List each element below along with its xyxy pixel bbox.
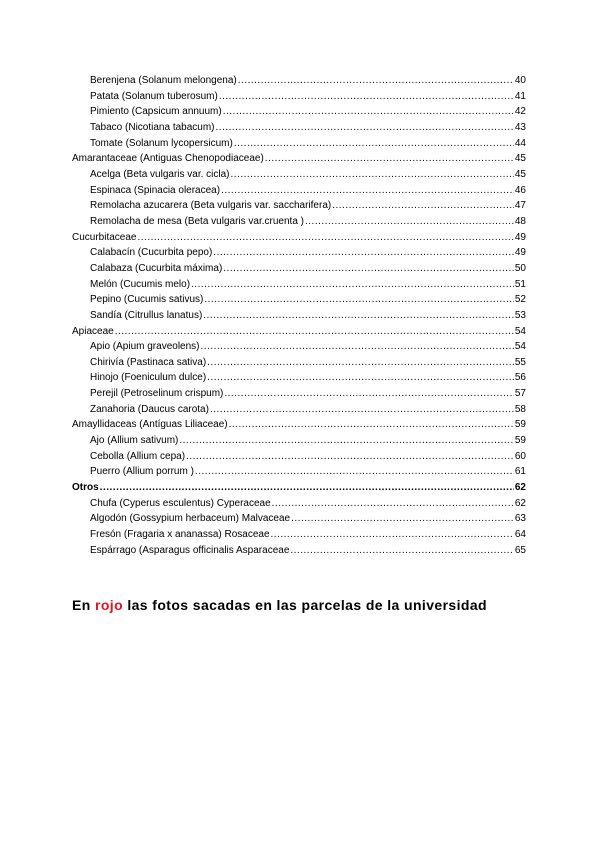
toc-page-number: 55 [514, 356, 526, 368]
toc-entry[interactable] [72, 214, 526, 230]
toc-entry[interactable] [72, 527, 526, 543]
toc-page-number: 49 [514, 247, 526, 259]
toc-page-number: 45 [514, 153, 526, 165]
toc-entry-label: Patata (Solanum tuberosum) [90, 90, 218, 102]
toc-entry-label: Acelga (Beta vulgaris var. cicla) [90, 168, 230, 180]
toc-page-number: 59 [514, 419, 526, 431]
toc-dot-leader [201, 339, 514, 355]
toc-entry-label: Espárrago (Asparagus officinalis Asparaceae [90, 544, 290, 556]
toc-section[interactable] [72, 230, 526, 246]
toc-dot-leader [179, 433, 514, 449]
toc-dot-leader [272, 496, 514, 512]
note-highlight: rojo [94, 597, 124, 613]
toc-dot-leader [271, 527, 514, 543]
toc-page-number: 56 [514, 372, 526, 384]
toc-entry[interactable] [72, 464, 526, 480]
toc-page-number: 62 [514, 497, 526, 509]
toc-entry-label: Zanahoria (Daucus carota) [90, 403, 209, 415]
toc-page-number: 57 [514, 388, 526, 400]
toc-dot-leader [234, 136, 514, 152]
toc-entry-label: Sandía (Citrullus lanatus) [90, 309, 203, 321]
toc-entry-label: Puerro (Allium porrum ) [90, 466, 194, 478]
toc-entry-label: Chufa (Cyperus esculentus) Cyperaceae [90, 497, 271, 509]
toc-dot-leader [115, 324, 514, 340]
toc-entry[interactable] [72, 511, 526, 527]
toc-entry[interactable] [72, 292, 526, 308]
toc-entry[interactable] [72, 136, 526, 152]
toc-section[interactable] [72, 480, 526, 496]
toc-page-number: 54 [514, 341, 526, 353]
toc-entry-label: Tomate (Solanum lycopersicum) [90, 137, 233, 149]
toc-page-number: 53 [514, 309, 526, 321]
toc-entry-label: Pimiento (Capsicum annuum) [90, 106, 222, 118]
toc-entry[interactable] [72, 339, 526, 355]
toc-entry-label: Apio (Apium graveolens) [90, 341, 200, 353]
toc-entry-label: Ajo (Allium sativum) [90, 435, 179, 447]
toc-entry[interactable] [72, 449, 526, 465]
toc-entry[interactable] [72, 308, 526, 324]
toc-page-number: 48 [514, 215, 526, 227]
toc-entry[interactable] [72, 104, 526, 120]
toc-page-number: 51 [514, 278, 526, 290]
toc-dot-leader [137, 230, 513, 246]
toc-page-number: 46 [514, 184, 526, 196]
toc-dot-leader [229, 417, 514, 433]
toc-entry-label: Amayllidaceas (Antíguas Liliaceae) [72, 419, 228, 431]
toc-dot-leader [207, 355, 514, 371]
toc-entry[interactable] [72, 120, 526, 136]
toc-page-number: 47 [514, 200, 526, 212]
toc-dot-leader [223, 261, 514, 277]
toc-entry-label: Cebolla (Allium cepa) [90, 450, 186, 462]
toc-dot-leader [100, 480, 514, 496]
toc-dot-leader [191, 277, 514, 293]
toc-entry-label: Espinaca (Spinacia oleracea) [90, 184, 221, 196]
toc-entry[interactable] [72, 355, 526, 371]
toc-entry[interactable] [72, 198, 526, 214]
toc-section[interactable] [72, 151, 526, 167]
toc-entry[interactable] [72, 543, 526, 559]
toc-dot-leader [332, 198, 514, 214]
toc-entry[interactable] [72, 183, 526, 199]
toc-entry[interactable] [72, 433, 526, 449]
toc-page-number: 49 [514, 231, 526, 243]
toc-dot-leader [207, 370, 514, 386]
toc-entry-label: Algodón (Gossypium herbaceum) Malvaceae [90, 513, 291, 525]
toc-entry[interactable] [72, 277, 526, 293]
toc-page-number: 64 [514, 529, 526, 541]
toc-page-number: 52 [514, 294, 526, 306]
toc-entry[interactable] [72, 386, 526, 402]
toc-entry-label: Berenjena (Solanum melongena) [90, 75, 237, 86]
toc-entry[interactable] [72, 167, 526, 183]
toc-dot-leader [265, 151, 514, 167]
toc-page-number: 40 [514, 75, 526, 86]
toc-dot-leader [224, 386, 514, 402]
toc-page-number: 63 [514, 513, 526, 525]
toc-entry-label: Otros [72, 482, 99, 494]
toc-page-number: 45 [514, 168, 526, 180]
toc-entry-label: Pepino (Cucumis sativus) [90, 294, 204, 306]
toc-dot-leader [210, 402, 514, 418]
toc-entry[interactable] [72, 73, 526, 89]
toc-entry[interactable] [72, 89, 526, 105]
toc-dot-leader [238, 73, 514, 89]
toc-page-number: 44 [514, 137, 526, 149]
toc-page-number: 50 [514, 262, 526, 274]
toc-entry-label: Remolacha de mesa (Beta vulgaris var.cruenta ) [90, 215, 304, 227]
toc-entry-label: Calabaza (Cucurbita máxima) [90, 262, 223, 274]
toc-page-number: 62 [514, 482, 526, 494]
toc-page-number: 41 [514, 90, 526, 102]
toc-entry-label: Fresón (Fragaria x ananassa) Rosaceae [90, 529, 270, 541]
toc-dot-leader [290, 543, 514, 559]
toc-page-number: 43 [514, 121, 526, 133]
toc-entry[interactable] [72, 496, 526, 512]
toc-dot-leader [219, 89, 514, 105]
toc-entry-label: Hinojo (Foeniculum dulce) [90, 372, 207, 384]
toc-entry[interactable] [72, 245, 526, 261]
toc-entry-label: Perejil (Petroselinum crispum) [90, 388, 224, 400]
toc-dot-leader [204, 292, 514, 308]
toc-entry[interactable] [72, 261, 526, 277]
toc-dot-leader [305, 214, 514, 230]
table-of-contents [72, 73, 526, 558]
toc-entry[interactable] [72, 402, 526, 418]
toc-dot-leader [223, 104, 514, 120]
toc-dot-leader [203, 308, 514, 324]
toc-page-number: 65 [514, 544, 526, 556]
toc-dot-leader [213, 245, 514, 261]
toc-entry-label: Apiaceae [72, 325, 114, 337]
toc-section[interactable] [72, 417, 526, 433]
toc-page-number: 60 [514, 450, 526, 462]
toc-entry-label: Chirivía (Pastinaca sativa) [90, 356, 207, 368]
toc-dot-leader [186, 449, 514, 465]
note-prefix: En [72, 597, 95, 613]
toc-entry-label: Cucurbitaceae [72, 231, 137, 243]
toc-dot-leader [216, 120, 514, 136]
toc-entry[interactable] [72, 370, 526, 386]
toc-dot-leader [291, 511, 514, 527]
toc-dot-leader [231, 167, 514, 183]
toc-entry-label: Calabacín (Cucurbita pepo) [90, 247, 213, 259]
toc-entry-label: Tabaco (Nicotiana tabacum) [90, 121, 215, 133]
toc-page-number: 42 [514, 106, 526, 118]
toc-page-number: 61 [514, 466, 526, 478]
toc-dot-leader [221, 183, 514, 199]
toc-dot-leader [195, 464, 514, 480]
photo-note [72, 597, 487, 613]
toc-entry-label: Melón (Cucumis melo) [90, 278, 191, 290]
toc-page-number: 58 [514, 403, 526, 415]
toc-page-number: 59 [514, 435, 526, 447]
note-suffix: las fotos sacadas en las parcelas de la universidad [123, 597, 487, 613]
toc-page-number: 54 [514, 325, 526, 337]
toc-section[interactable] [72, 324, 526, 340]
toc-entry-label: Amarantaceae (Antiguas Chenopodiaceae) [72, 153, 264, 165]
toc-entry-label: Remolacha azucarera (Beta vulgaris var. saccharifera) [90, 200, 332, 212]
